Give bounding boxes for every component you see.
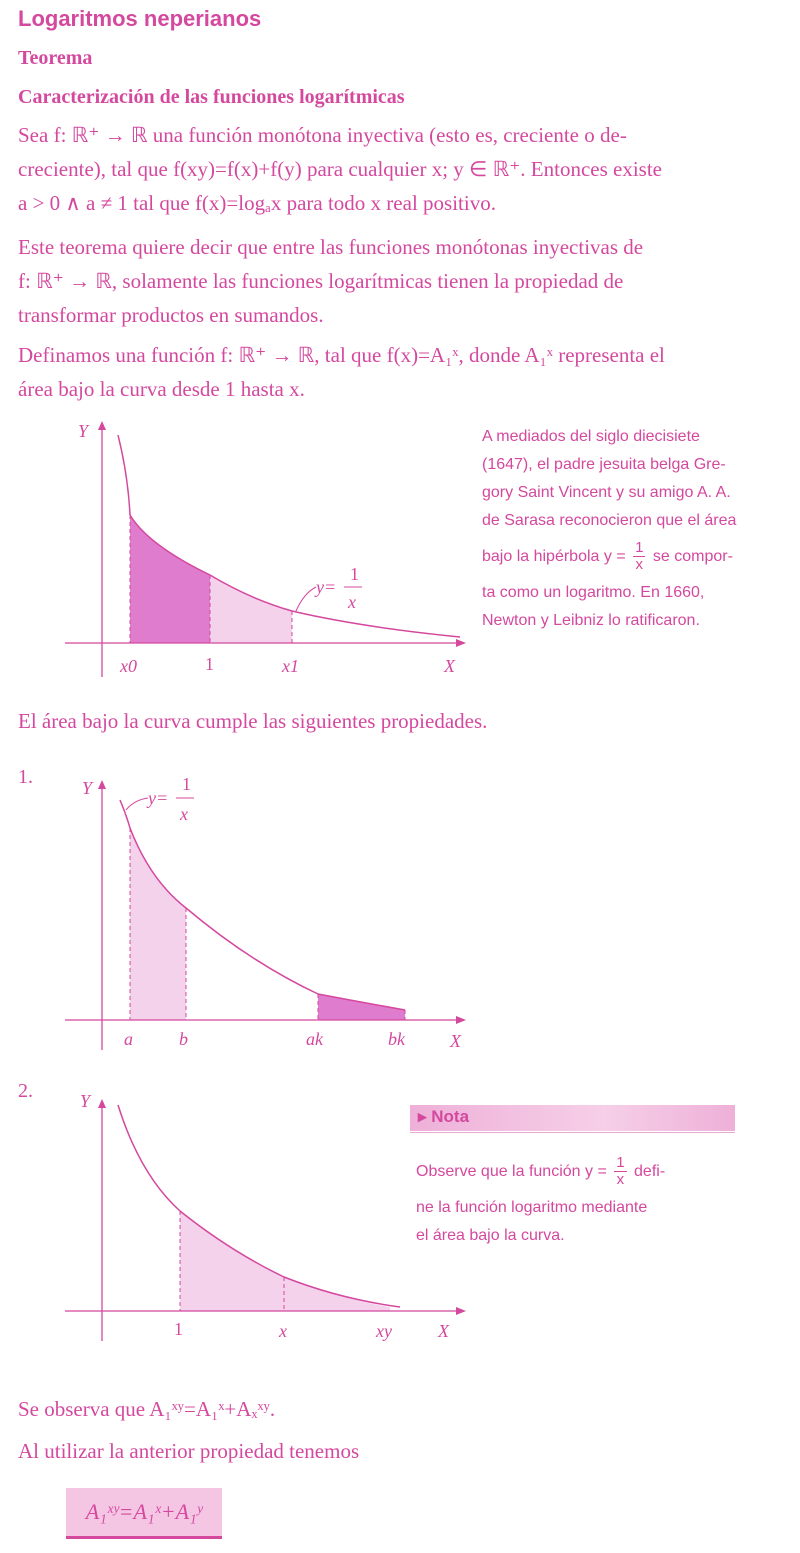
note-text: bajo la hipérbola y =: [482, 548, 626, 565]
tick-x0: x0: [120, 656, 137, 676]
nota-line-with-fraction: [416, 1150, 736, 1194]
theorem-text: [18, 118, 778, 220]
definition-paragraph: [18, 338, 778, 406]
curve-label: y=: [316, 577, 337, 597]
note-line-with-fraction: [482, 535, 792, 579]
y-axis-arrow-icon: [98, 421, 106, 430]
curve-label-numerator: 1: [182, 774, 191, 794]
nota-text: Observe que la función y =: [416, 1163, 607, 1180]
boxed-formula: A₁ˣʸ=A₁ˣ+A₁ʸ: [66, 1488, 222, 1539]
fraction-denominator: x: [635, 556, 644, 574]
nota-header: ▸ Nota: [410, 1105, 735, 1131]
area-equality-figure: [60, 770, 480, 1055]
label-leader-line: [296, 587, 316, 611]
tick-bk: bk: [388, 1029, 405, 1049]
tick-ak: ak: [306, 1029, 323, 1049]
y-axis-label: Y: [78, 421, 89, 441]
label-leader-line: [126, 798, 148, 810]
y-axis-arrow-icon: [98, 1099, 106, 1108]
note-line: ta como un logaritmo. En 1660,: [482, 584, 705, 601]
area-1-to-xy: [180, 1211, 390, 1311]
fraction-numerator: 1: [635, 539, 644, 557]
historical-note: [482, 423, 792, 635]
page-title: Logaritmos neperianos: [18, 6, 262, 31]
property-usage-text: Al utilizar la anterior propiedad tenemos: [18, 1439, 360, 1463]
observation-text: Se observa que A₁ˣʸ=A₁ˣ+Aₓˣʸ.: [18, 1397, 276, 1421]
tick-x1: x1: [282, 656, 299, 676]
nota-line: el área bajo la curva.: [416, 1227, 565, 1244]
note-line: gory Saint Vincent y su amigo A. A.: [482, 484, 731, 501]
curve-label-numerator: 1: [350, 564, 359, 584]
theorem-line: creciente), tal que f(xy)=f(x)+f(y) para cualquier x; y ∈ ℝ⁺. Entonces existe: [18, 157, 663, 181]
curve-label-denominator: x: [180, 804, 188, 824]
curve-label: y=: [148, 788, 169, 808]
fraction: [633, 540, 645, 573]
fraction: [614, 1155, 626, 1188]
paragraph-line: transformar productos en sumandos.: [18, 303, 324, 327]
tick-1: 1: [174, 1319, 183, 1339]
area-a-to-b: [130, 828, 186, 1020]
tick-b: b: [179, 1029, 188, 1049]
nota-body: [416, 1150, 736, 1250]
nota-divider: [410, 1132, 735, 1133]
x-axis-label: X: [444, 656, 455, 676]
tick-xy: xy: [376, 1321, 392, 1341]
tick-1: 1: [205, 654, 214, 674]
area-x0-to-1: [130, 515, 210, 643]
curve-label-denominator: x: [348, 592, 356, 612]
x-axis-label: X: [438, 1321, 449, 1341]
y-axis-arrow-icon: [98, 780, 106, 789]
paragraph-line: área bajo la curva desde 1 hasta x.: [18, 377, 305, 401]
hyperbola-curve-top: [118, 435, 130, 515]
x-axis-label: X: [450, 1031, 461, 1051]
properties-intro: El área bajo la curva cumple las siguientes propiedades.: [18, 709, 488, 733]
x-axis-arrow-icon: [456, 1016, 466, 1024]
theorem-heading: Teorema: [18, 47, 93, 69]
fraction-numerator: 1: [616, 1154, 625, 1172]
paragraph-line: Definamos una función f: ℝ⁺ → ℝ, tal que f(x)=A₁ˣ, donde A₁ˣ representa el: [18, 343, 665, 367]
x-axis-arrow-icon: [456, 1307, 466, 1315]
area-1-to-x1: [210, 575, 292, 643]
paragraph-line: Este teorema quiere decir que entre las funciones monótonas inyectivas de: [18, 235, 644, 259]
x-axis-arrow-icon: [456, 639, 466, 647]
note-text: se compor-: [652, 548, 733, 565]
paragraph-line: f: ℝ⁺ → ℝ, solamente las funciones logarítmicas tienen la propiedad de: [18, 269, 624, 293]
item-number-2: 2.: [18, 1080, 33, 1102]
note-line: de Sarasa reconocieron que el área: [482, 512, 737, 529]
note-line: (1647), el padre jesuita belga Gre-: [482, 456, 726, 473]
y-axis-label: Y: [80, 1091, 91, 1111]
nota-line: ne la función logaritmo mediante: [416, 1199, 648, 1216]
nota-text: defi-: [634, 1163, 666, 1180]
note-line: A mediados del siglo diecisiete: [482, 428, 700, 445]
y-axis-label: Y: [82, 778, 93, 798]
section-title: Caracterización de las funciones logarítmicas: [18, 86, 405, 108]
note-line: Newton y Leibniz lo ratificaron.: [482, 612, 700, 629]
tick-a: a: [124, 1029, 133, 1049]
tick-x: x: [279, 1321, 287, 1341]
explanation-paragraph: [18, 230, 778, 332]
theorem-line: a > 0 ∧ a ≠ 1 tal que f(x)=logₐx para todo x real positivo.: [18, 191, 496, 215]
fraction-denominator: x: [616, 1171, 625, 1189]
hyperbola-area-figure: [60, 415, 470, 690]
theorem-line: Sea f: ℝ⁺ → ℝ una función monótona inyectiva (esto es, creciente o de-: [18, 123, 627, 147]
item-number-1: 1.: [18, 766, 33, 788]
